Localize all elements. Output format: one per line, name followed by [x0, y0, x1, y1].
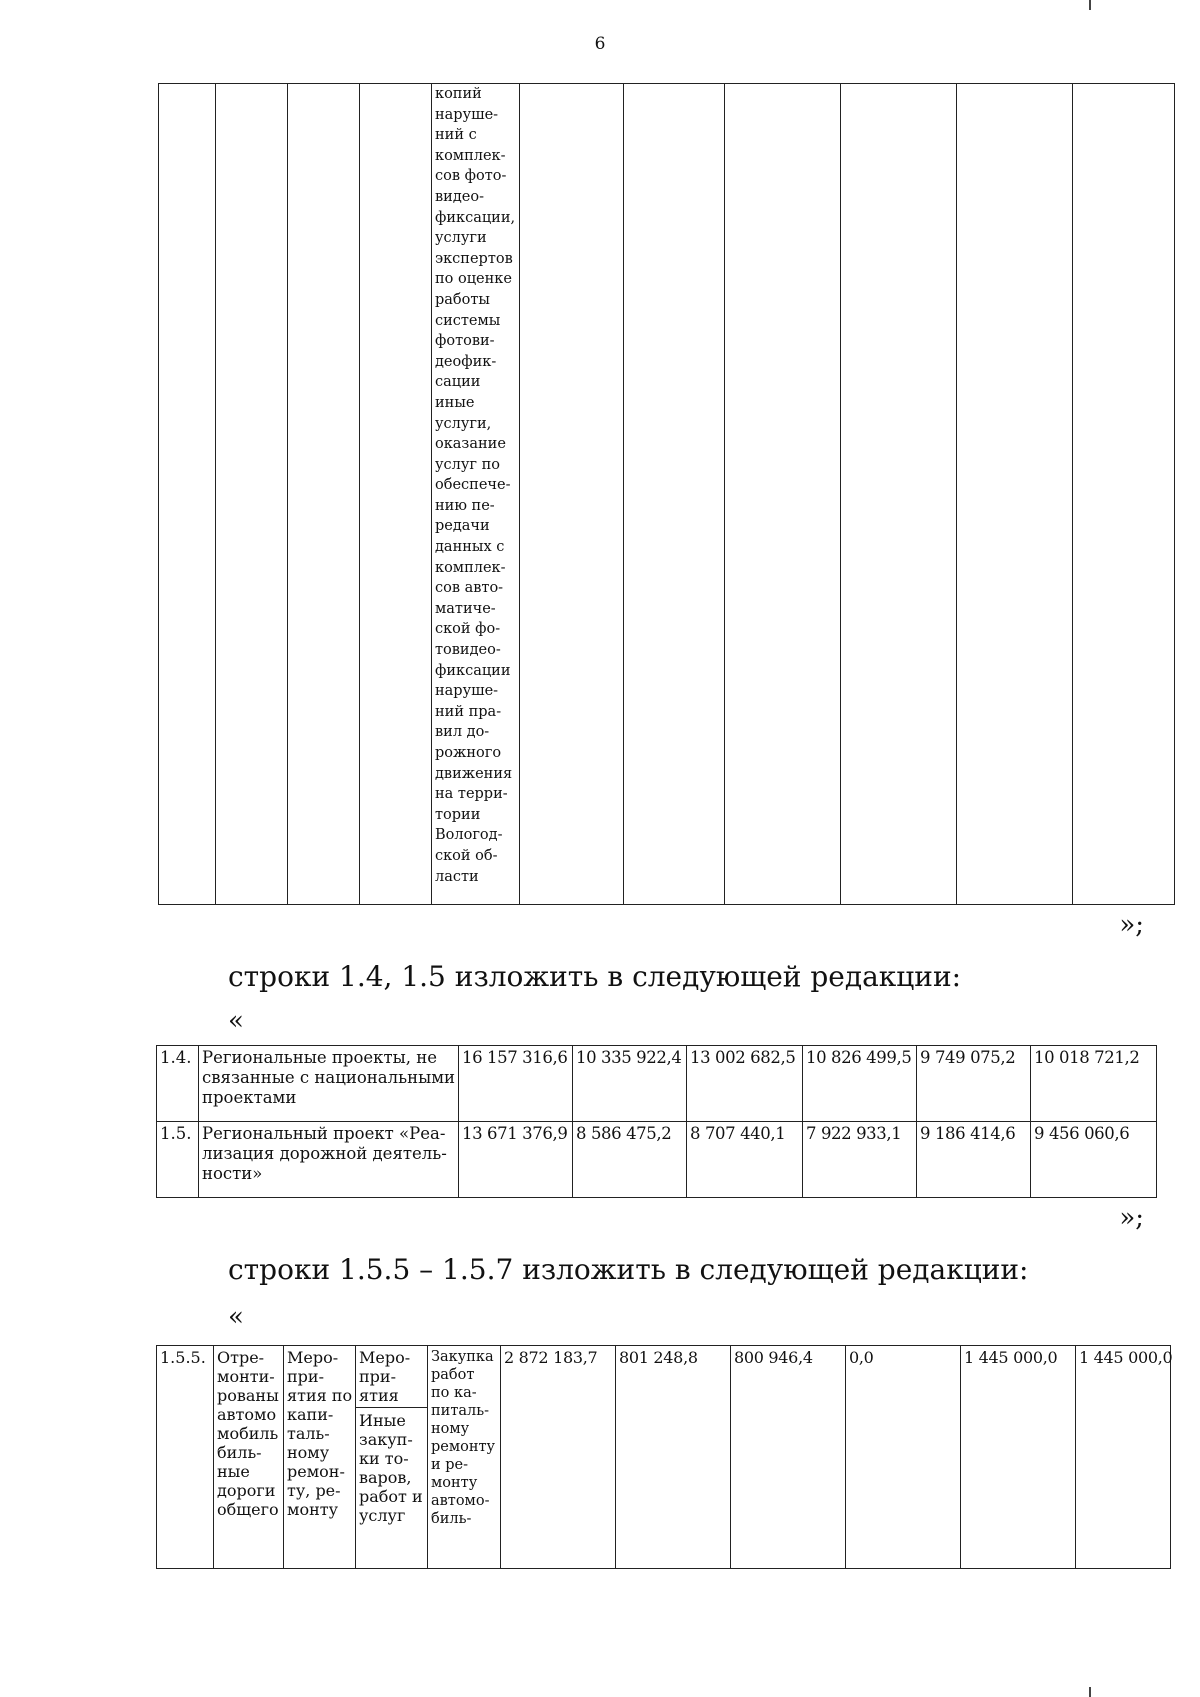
text-line: рожного [435, 745, 502, 761]
activity-table [156, 1345, 1171, 1569]
table-continuation [158, 83, 1175, 905]
text-line: комплек- [435, 147, 506, 164]
value-cell: 8 586 475,2 [573, 1122, 687, 1198]
text-line: варов, [359, 1468, 412, 1487]
value-cell: 801 248,8 [616, 1346, 731, 1569]
text-line: таль- [287, 1424, 330, 1443]
text-line: Региональные проекты, не [202, 1048, 437, 1067]
section-heading: строки 1.5.5 – 1.5.7 изложить в следующей редакции: [228, 1253, 1029, 1286]
value-cell: 9 186 414,6 [917, 1122, 1031, 1198]
text-line: монти- [217, 1367, 275, 1386]
table-row [157, 1046, 1157, 1122]
text-line: вил до- [435, 724, 490, 741]
text-line: закуп- [359, 1430, 413, 1449]
text-line: по ка- [431, 1385, 477, 1401]
text-line: ности» [202, 1164, 263, 1183]
text-line: услуги, [435, 415, 492, 432]
text-line: ласти [435, 868, 479, 885]
row-description [199, 1122, 459, 1198]
page-number: 6 [594, 34, 606, 54]
text-line: нию пе- [435, 497, 495, 514]
text-line: фиксации [435, 662, 511, 679]
scan-edge-mark [1089, 0, 1091, 10]
value-cell: 7 922 933,1 [803, 1122, 917, 1198]
row-description [199, 1046, 459, 1122]
table-cell [520, 84, 624, 905]
text-line: автомо [217, 1405, 277, 1424]
service-description-cell [432, 84, 520, 905]
table-cell [288, 84, 360, 905]
table-row [157, 1122, 1157, 1198]
text-line: при- [359, 1367, 396, 1386]
text-line: биль- [217, 1443, 262, 1462]
text-line: редачи [435, 518, 490, 535]
text-line: биль- [431, 1511, 472, 1527]
text-line: по оценке [435, 271, 512, 288]
activity-cell [284, 1346, 356, 1569]
table-cell [957, 84, 1073, 905]
row-number: 1.5. [157, 1122, 199, 1198]
section-heading: строки 1.4, 1.5 изложить в следующей редакции: [228, 960, 962, 993]
text-line: общего [217, 1500, 279, 1519]
text-line: ному [431, 1421, 470, 1437]
text-line: деофик- [435, 353, 497, 370]
text-line: мобиль [217, 1424, 279, 1443]
text-line: экспертов [435, 250, 513, 267]
road-description-cell [214, 1346, 284, 1569]
text-line: наруше- [435, 106, 499, 123]
value-cell: 1 445 000,0 [961, 1346, 1076, 1569]
value-cell: 2 872 183,7 [501, 1346, 616, 1569]
text-line: товидео- [435, 642, 501, 659]
table-cell [360, 84, 432, 905]
text-line: услуг по [435, 456, 500, 473]
table-cell [624, 84, 725, 905]
text-line: Отре- [217, 1348, 265, 1367]
text-line: дороги [217, 1481, 276, 1500]
value-cell: 16 157 316,6 [459, 1046, 573, 1122]
text-line: сов авто- [435, 580, 504, 597]
text-line: работ [431, 1367, 475, 1383]
text-line: ятия по [287, 1386, 353, 1405]
text-line: ремонту [431, 1439, 496, 1455]
value-cell: 800 946,4 [731, 1346, 846, 1569]
table-cell [1073, 84, 1175, 905]
activity-cell [356, 1346, 428, 1569]
text-line: ний пра- [435, 703, 502, 720]
scan-edge-mark [1089, 1687, 1091, 1697]
text-line: рованы [217, 1386, 279, 1405]
text-line: при- [287, 1367, 324, 1386]
text-line: ному [287, 1443, 330, 1462]
value-cell: 9 456 060,6 [1031, 1122, 1157, 1198]
text-line: услуг [359, 1506, 406, 1525]
text-line: лизация дорожной деятель- [202, 1144, 447, 1163]
text-line: ятия [359, 1386, 399, 1405]
text-line: Меро- [287, 1348, 339, 1367]
text-line: сации [435, 374, 481, 391]
text-line: на терри- [435, 786, 508, 803]
value-cell: 0,0 [846, 1346, 961, 1569]
text-line: работы [435, 291, 490, 308]
row-number: 1.4. [157, 1046, 199, 1122]
text-line: оказание [435, 436, 506, 453]
table-cell [725, 84, 841, 905]
value-cell: 10 335 922,4 [573, 1046, 687, 1122]
text-line: и ре- [431, 1457, 469, 1473]
text-line: системы [435, 312, 501, 329]
text-line: матиче- [435, 600, 496, 617]
value-cell: 10 018 721,2 [1031, 1046, 1157, 1122]
value-cell: 9 749 075,2 [917, 1046, 1031, 1122]
text-line: питаль- [431, 1403, 489, 1419]
row-number: 1.5.5. [157, 1346, 214, 1569]
text-line: обеспече- [435, 477, 511, 494]
budget-table [156, 1045, 1157, 1198]
text-line: ской об- [435, 847, 498, 864]
text-line: данных с [435, 539, 505, 556]
value-cell: 13 671 376,9 [459, 1122, 573, 1198]
text-line: услуги [435, 230, 487, 247]
text-line: Региональный проект «Реа- [202, 1124, 446, 1143]
text-line: сов фото- [435, 168, 507, 185]
value-cell: 13 002 682,5 [687, 1046, 803, 1122]
opening-quote: « [228, 1302, 244, 1332]
text-line: ные [217, 1462, 250, 1481]
text-line: движения [435, 765, 513, 782]
text-line: ской фо- [435, 621, 501, 638]
text-line: фиксации, [435, 209, 516, 226]
value-cell: 1 445 000,0 [1076, 1346, 1171, 1569]
text-line: Вологод- [435, 827, 503, 844]
text-line: копий [435, 86, 482, 102]
text-line: тории [435, 806, 481, 823]
text-line: проектами [202, 1088, 297, 1107]
text-line: связанные с национальными [202, 1068, 456, 1087]
opening-quote: « [228, 1006, 244, 1036]
text-line: работ и [359, 1487, 423, 1506]
closing-quote: »; [1119, 1203, 1144, 1233]
text-line: ки то- [359, 1449, 409, 1468]
text-line: комплек- [435, 559, 506, 576]
table-cell [216, 84, 288, 905]
table-cell [159, 84, 216, 905]
text-line: наруше- [435, 683, 499, 700]
closing-quote: »; [1119, 910, 1144, 940]
procurement-cell [428, 1346, 501, 1569]
text-line: монту [431, 1475, 478, 1491]
table-cell [841, 84, 957, 905]
text-line: ний с [435, 127, 477, 144]
text-line: фотови- [435, 333, 495, 350]
text-line: автомо- [431, 1493, 490, 1509]
text-line: Иные [359, 1411, 406, 1430]
value-cell: 8 707 440,1 [687, 1122, 803, 1198]
text-line: ту, ре- [287, 1481, 341, 1500]
value-cell: 10 826 499,5 [803, 1046, 917, 1122]
text-line: Меро- [359, 1348, 411, 1367]
text-line: Закупка [431, 1349, 494, 1365]
text-line: видео- [435, 188, 484, 205]
text-line: ремон- [287, 1462, 345, 1481]
text-line: капи- [287, 1405, 334, 1424]
text-line: иные [435, 394, 475, 411]
text-line: монту [287, 1500, 339, 1519]
